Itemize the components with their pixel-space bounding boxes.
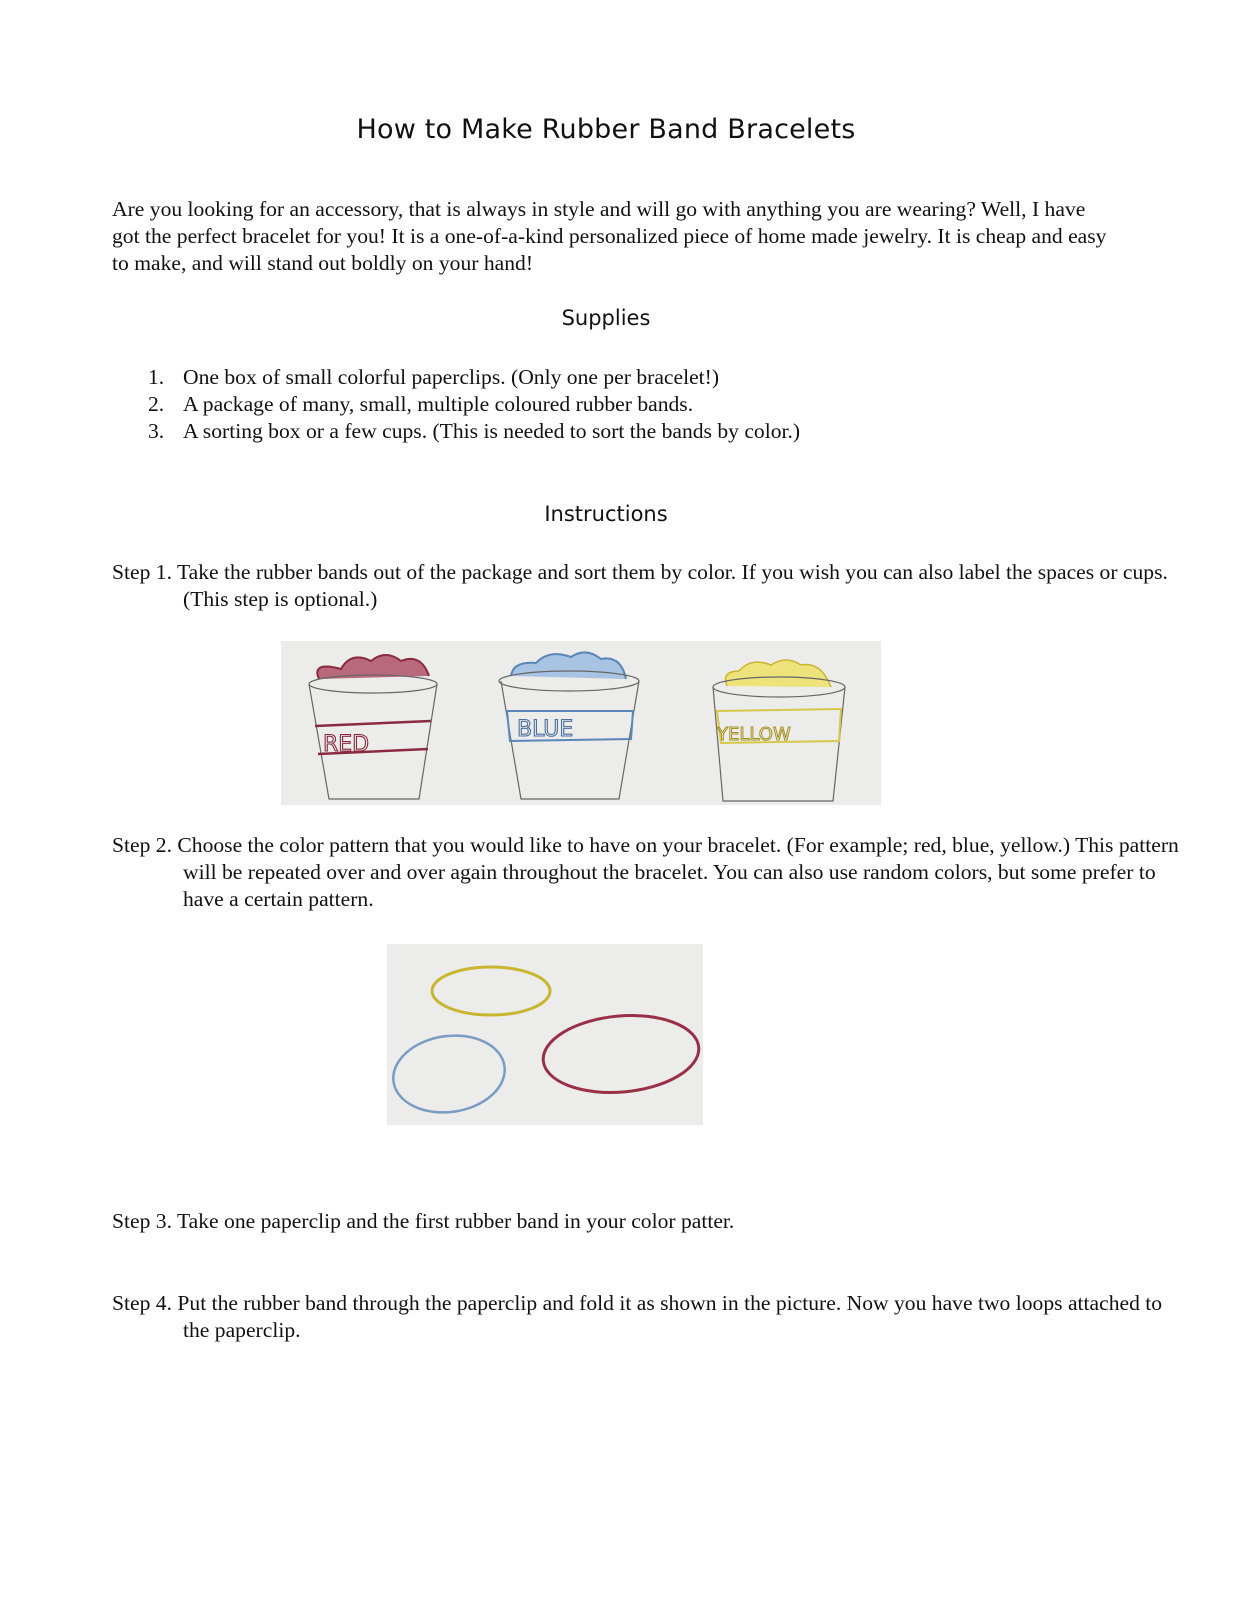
supplies-heading: Supplies	[561, 306, 651, 330]
step-1: Step 1. Take the rubber bands out of the package and sort them by color. If you wish you can also label the spaces or cups. (This step is optional.)	[112, 560, 1168, 612]
step-3: Step 3. Take one paperclip and the first rubber band in your color patter.	[112, 1209, 735, 1233]
intro-paragraph: Are you looking for an accessory, that is always in style and will go with anything you are wearing? Well, I have got the perfect bracelet for you! It is a one-of-a-kind personalized piece of home made jewelry. It is cheap and easy to make, and will stand out boldly on your hand!	[112, 197, 1107, 276]
svg-text:RED: RED	[323, 732, 370, 757]
svg-text:BLUE: BLUE	[517, 717, 574, 742]
cup-yellow	[713, 660, 845, 801]
cup-blue	[499, 652, 639, 799]
blue-band	[388, 1029, 509, 1120]
list-item: 2. A package of many, small, multiple coloured rubber bands.	[148, 392, 694, 417]
instructions-heading: Instructions	[544, 502, 668, 526]
sorted-cups-illustration	[281, 641, 881, 805]
red-band	[540, 1009, 702, 1098]
list-item: 1. One box of small colorful paperclips. (Only one per bracelet!)	[148, 365, 720, 389]
supplies-list	[112, 364, 1112, 446]
step-2: Step 2. Choose the color pattern that you would like to have on your bracelet. (For example; red, blue, yellow.) This pattern will be repeated over and over again throughout the bracelet. You can also use random colors, but some prefer to have a certain pattern.	[112, 833, 1179, 912]
list-item: 3. A sorting box or a few cups. (This is needed to sort the bands by color.)	[148, 419, 801, 444]
svg-text:YELLOW: YELLOW	[717, 724, 791, 745]
rubber-bands-illustration	[387, 944, 703, 1125]
page-title: How to Make Rubber Band Bracelets	[356, 114, 856, 145]
step-4: Step 4. Put the rubber band through the paperclip and fold it as shown in the picture. Now you have two loops attached to the paperclip.	[112, 1291, 1163, 1343]
cup-red	[309, 655, 437, 799]
yellow-band	[432, 967, 550, 1015]
